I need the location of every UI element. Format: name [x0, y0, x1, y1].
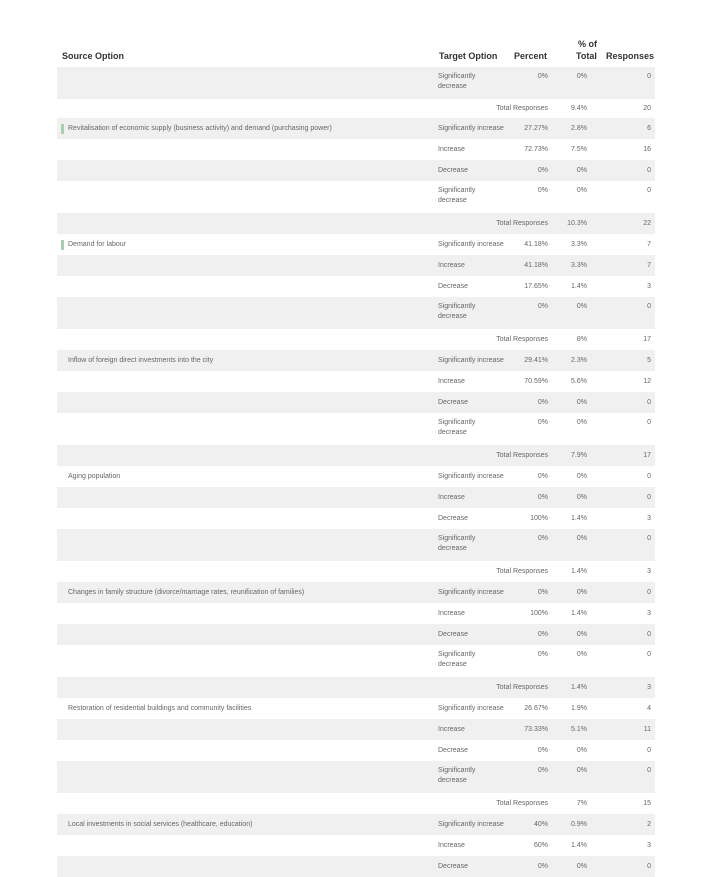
total-label: Total Responses: [496, 684, 548, 691]
target-option-cell: Decrease: [438, 747, 468, 754]
percent-cell: 60%: [533, 842, 548, 849]
target-option-cell: Decrease: [438, 515, 468, 522]
target-option-cell: Significantly increase: [438, 125, 504, 132]
percent-cell: 17.65%: [524, 283, 548, 290]
target-option-cell: Increase: [438, 726, 465, 733]
percent-cell: 0%: [537, 747, 548, 754]
total-row: [57, 793, 655, 814]
percent-cell: 100%: [530, 515, 548, 522]
responses-cell: 12: [643, 378, 651, 385]
target-option-cell: Significantly decrease: [438, 73, 476, 90]
percent-cell: 0%: [537, 473, 548, 480]
total-percent-cell: 0%: [576, 863, 587, 870]
responses-cell: 17: [643, 336, 651, 343]
group-marker: [61, 240, 64, 250]
responses-cell: 20: [643, 105, 651, 112]
total-percent-cell: 1.4%: [571, 684, 587, 691]
total-percent-cell: 2.8%: [571, 125, 587, 132]
table-row: [57, 67, 655, 99]
percent-cell: 0%: [537, 167, 548, 174]
total-row: [57, 445, 655, 466]
target-option-cell: Increase: [438, 378, 465, 385]
table-row: [57, 234, 655, 255]
responses-cell: 3: [647, 842, 651, 849]
table-row: [57, 624, 655, 645]
responses-cell: 5: [647, 357, 651, 364]
responses-cell: 0: [647, 419, 651, 426]
table-row: [57, 835, 655, 856]
percent-cell: 26.67%: [524, 705, 548, 712]
table-row: [57, 255, 655, 276]
target-option-cell: Significantly decrease: [438, 303, 476, 320]
responses-cell: 22: [643, 220, 651, 227]
total-label: Total Responses: [496, 800, 548, 807]
source-option-cell: Revitalisation of economic supply (business activity) and demand (purchasing power): [68, 125, 332, 132]
total-label: Total Responses: [496, 568, 548, 575]
responses-cell: 17: [643, 452, 651, 459]
total-percent-cell: 1.9%: [571, 705, 587, 712]
total-percent-cell: 0%: [576, 167, 587, 174]
percent-cell: 0%: [537, 535, 548, 542]
responses-cell: 2: [647, 821, 651, 828]
responses-cell: 16: [643, 146, 651, 153]
source-option-cell: Restoration of residential buildings and community facilities: [68, 705, 252, 712]
total-row: [57, 329, 655, 350]
percent-cell: 29.41%: [524, 357, 548, 364]
responses-cell: 0: [647, 747, 651, 754]
total-row: [57, 213, 655, 234]
total-percent-cell: 0%: [576, 473, 587, 480]
table-row: [57, 392, 655, 413]
responses-cell: 6: [647, 125, 651, 132]
percent-cell: 40%: [533, 821, 548, 828]
table-row: [57, 698, 655, 719]
percent-cell: 0%: [537, 187, 548, 194]
percent-cell: 0%: [537, 767, 548, 774]
table-row: [57, 466, 655, 487]
responses-cell: 0: [647, 631, 651, 638]
target-option-cell: Increase: [438, 610, 465, 617]
table-row: [57, 139, 655, 160]
total-row: [57, 677, 655, 698]
responses-cell: 0: [647, 399, 651, 406]
responses-cell: 0: [647, 167, 651, 174]
percent-cell: 73.33%: [524, 726, 548, 733]
total-percent-cell: 0%: [576, 187, 587, 194]
responses-cell: 0: [647, 187, 651, 194]
group-marker: [61, 124, 64, 134]
percent-cell: 0%: [537, 589, 548, 596]
table-row: [57, 276, 655, 297]
total-percent-cell: 3.3%: [571, 262, 587, 269]
target-option-cell: Significantly increase: [438, 241, 504, 248]
total-label: Total Responses: [496, 452, 548, 459]
header-percent: Percent: [514, 51, 548, 61]
source-option-cell: Demand for labour: [68, 241, 126, 248]
responses-cell: 0: [647, 535, 651, 542]
total-percent-cell: 0%: [576, 399, 587, 406]
percent-cell: 0%: [537, 494, 548, 501]
responses-cell: 3: [647, 610, 651, 617]
total-percent-cell: 0%: [576, 535, 587, 542]
table-row: [57, 761, 655, 793]
responses-cell: 7: [647, 241, 651, 248]
target-option-cell: Decrease: [438, 863, 468, 870]
percent-cell: 27.27%: [524, 125, 548, 132]
percent-cell: 0%: [537, 73, 548, 80]
responses-cell: 7: [647, 262, 651, 269]
total-percent-cell: 1.4%: [571, 515, 587, 522]
target-option-cell: Significantly decrease: [438, 651, 476, 668]
source-option-cell: Local investments in social services (healthcare, education): [68, 821, 253, 828]
target-option-cell: Increase: [438, 842, 465, 849]
header-total-line2: Total: [576, 51, 597, 61]
responses-cell: 0: [647, 473, 651, 480]
target-option-cell: Increase: [438, 146, 465, 153]
responses-cell: 3: [647, 684, 651, 691]
responses-cell: 4: [647, 705, 651, 712]
responses-cell: 3: [647, 568, 651, 575]
header-source-option: Source Option: [62, 51, 125, 61]
total-percent-cell: 1.4%: [571, 842, 587, 849]
table-row: [57, 181, 655, 213]
total-percent-cell: 9.4%: [571, 105, 587, 112]
percent-cell: 70.59%: [524, 378, 548, 385]
responses-cell: 0: [647, 589, 651, 596]
total-percent-cell: 0%: [576, 419, 587, 426]
total-percent-cell: 0%: [576, 494, 587, 501]
total-percent-cell: 0%: [576, 589, 587, 596]
responses-cell: 0: [647, 651, 651, 658]
total-row: [57, 561, 655, 582]
target-option-cell: Significantly increase: [438, 357, 504, 364]
table-row: [57, 814, 655, 835]
total-percent-cell: 8%: [576, 336, 587, 343]
responses-cell: 0: [647, 73, 651, 80]
total-percent-cell: 0%: [576, 651, 587, 658]
table-row: [57, 508, 655, 529]
percent-cell: 0%: [537, 419, 548, 426]
percent-cell: 41.18%: [524, 262, 548, 269]
table-row: [57, 529, 655, 561]
total-label: Total Responses: [496, 105, 548, 112]
header-target-option: Target Option: [439, 51, 498, 61]
total-percent-cell: 1.4%: [571, 283, 587, 290]
target-option-cell: Significantly increase: [438, 589, 504, 596]
total-percent-cell: 0%: [576, 631, 587, 638]
percent-cell: 41.18%: [524, 241, 548, 248]
responses-cell: 3: [647, 515, 651, 522]
target-option-cell: Significantly decrease: [438, 419, 476, 436]
source-option-cell: Aging population: [68, 473, 121, 480]
percent-cell: 0%: [537, 303, 548, 310]
total-percent-cell: 0%: [576, 767, 587, 774]
total-percent-cell: 0.9%: [571, 821, 587, 828]
percent-cell: 100%: [530, 610, 548, 617]
table-row: [57, 582, 655, 603]
total-percent-cell: 1.4%: [571, 610, 587, 617]
total-percent-cell: 2.3%: [571, 357, 587, 364]
total-percent-cell: 7%: [576, 800, 587, 807]
target-option-cell: Significantly decrease: [438, 535, 476, 552]
target-option-cell: Decrease: [438, 399, 468, 406]
table-row: [57, 856, 655, 877]
total-percent-cell: 1.4%: [571, 568, 587, 575]
target-option-cell: Significantly increase: [438, 821, 504, 828]
target-option-cell: Significantly decrease: [438, 187, 476, 204]
table-row: [57, 603, 655, 624]
target-option-cell: Decrease: [438, 167, 468, 174]
responses-cell: 0: [647, 494, 651, 501]
header-total-line1: % of: [578, 39, 597, 49]
table-row: [57, 413, 655, 445]
total-label: Total Responses: [496, 220, 548, 227]
total-row: [57, 99, 655, 118]
total-label: Total Responses: [496, 336, 548, 343]
total-percent-cell: 0%: [576, 303, 587, 310]
responses-cell: 15: [643, 800, 651, 807]
table-row: [57, 297, 655, 329]
total-percent-cell: 3.3%: [571, 241, 587, 248]
responses-cell: 0: [647, 863, 651, 870]
responses-cell: 3: [647, 283, 651, 290]
table-row: [57, 371, 655, 392]
total-percent-cell: 0%: [576, 73, 587, 80]
table-row: [57, 645, 655, 677]
target-option-cell: Decrease: [438, 283, 468, 290]
responses-cell: 0: [647, 303, 651, 310]
table-row: [57, 160, 655, 181]
percent-cell: 0%: [537, 399, 548, 406]
target-option-cell: Significantly decrease: [438, 767, 476, 784]
target-option-cell: Significantly increase: [438, 473, 504, 480]
percent-cell: 0%: [537, 651, 548, 658]
responses-cell: 11: [643, 726, 651, 733]
target-option-cell: Increase: [438, 262, 465, 269]
total-percent-cell: 5.1%: [571, 726, 587, 733]
percent-cell: 72.73%: [524, 146, 548, 153]
target-option-cell: Significantly increase: [438, 705, 504, 712]
header-responses: Responses: [606, 51, 655, 61]
table-row: [57, 740, 655, 761]
table-row: [57, 118, 655, 139]
total-percent-cell: 7.5%: [571, 146, 587, 153]
percent-cell: 0%: [537, 863, 548, 870]
target-option-cell: Decrease: [438, 631, 468, 638]
source-option-cell: Changes in family structure (divorce/marriage rates, reunification of families): [68, 589, 305, 596]
table-row: [57, 487, 655, 508]
total-percent-cell: 5.6%: [571, 378, 587, 385]
source-option-cell: Inflow of foreign direct investments into the city: [68, 357, 214, 364]
responses-cell: 0: [647, 767, 651, 774]
total-percent-cell: 0%: [576, 747, 587, 754]
percent-cell: 0%: [537, 631, 548, 638]
total-percent-cell: 7.9%: [571, 452, 587, 459]
table-row: [57, 719, 655, 740]
target-option-cell: Increase: [438, 494, 465, 501]
table-row: [57, 350, 655, 371]
total-percent-cell: 10.3%: [567, 220, 587, 227]
